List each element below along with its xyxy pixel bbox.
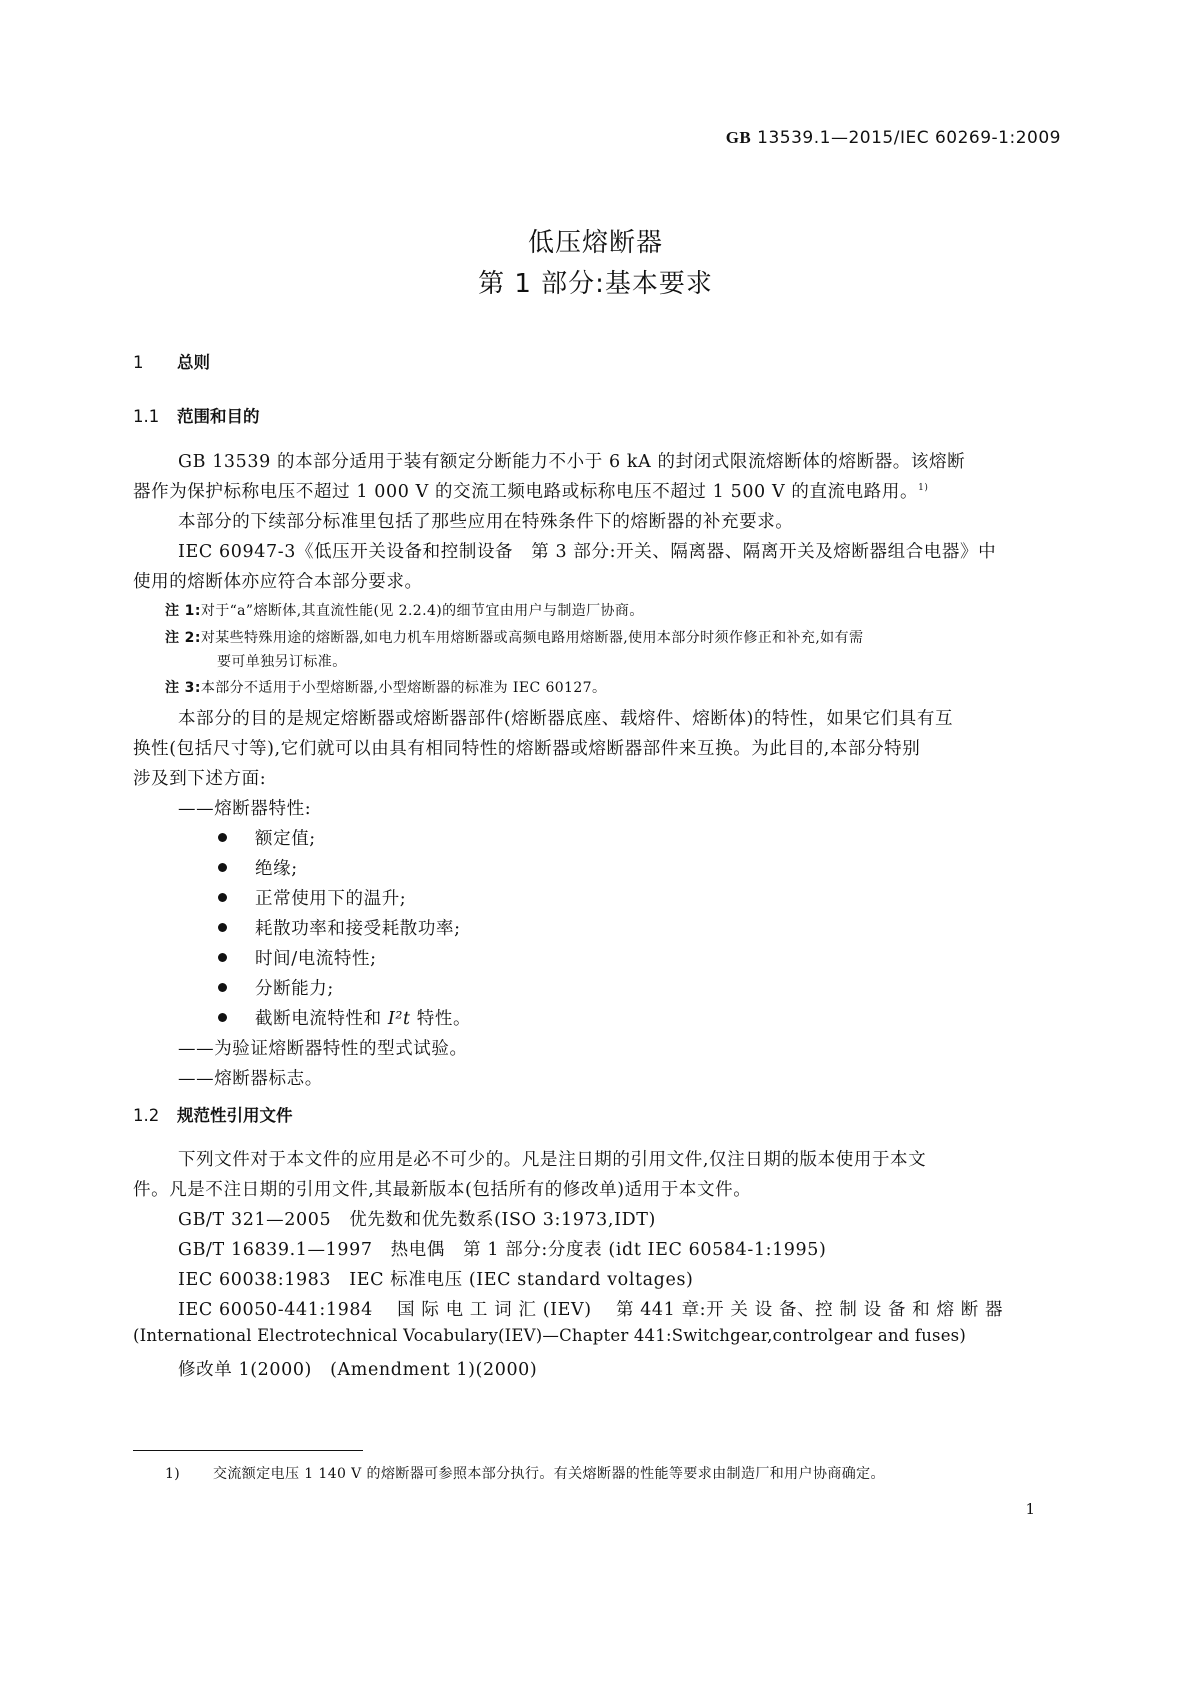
dash-item: ——熔断器特性:	[178, 799, 312, 819]
footnote-text: 交流额定电压 1 140 V 的熔断器可参照本部分执行。有关熔断器的性能等要求由制造厂和用户协商确定。	[213, 1466, 885, 1482]
bullet-icon	[218, 923, 227, 932]
section-title: 总则	[177, 353, 210, 372]
reference-item: GB/T 321—2005 优先数和优先数系(ISO 3:1973,IDT)	[178, 1210, 656, 1230]
note-label: 注 1:	[165, 603, 201, 619]
bullet-icon	[218, 893, 227, 902]
note-2	[165, 627, 863, 647]
section-title: 范围和目的	[177, 407, 260, 426]
note-2-continued: 要可单独另订标准。	[217, 654, 347, 670]
paragraph-line: 器作为保护标称电压不超过 1 000 V 的交流工频电路或标称电压不超过 1 500 V 的直流电路用。$^{1)}$	[133, 482, 929, 502]
dash-item: ——熔断器标志。	[178, 1069, 323, 1089]
note-label: 注 2:	[165, 630, 201, 646]
paragraph-line: 涉及到下述方面:	[133, 769, 267, 789]
bullet-icon	[218, 863, 227, 872]
footnote-mark: 1)	[165, 1466, 181, 1482]
note-text: 本部分不适用于小型熔断器,小型熔断器的标准为 IEC 60127。	[200, 680, 607, 696]
reference-item: IEC 60050-441:1984 国 际 电 工 词 汇 (IEV) 第 441 章:开 关 设 备、控 制 设 备 和 熔 断 器	[178, 1300, 1004, 1320]
section-1-heading	[133, 349, 210, 373]
bullet-item: 耗散功率和接受耗散功率;	[218, 915, 461, 940]
section-number: 1.2	[133, 1106, 160, 1125]
paragraph-line: 使用的熔断体亦应符合本部分要求。	[133, 572, 423, 592]
page-number: 1	[1025, 1500, 1035, 1518]
footnote-ref: 1)	[918, 483, 929, 494]
footnote	[165, 1463, 885, 1483]
note-text: 对于“a”熔断体,其直流性能(见 2.2.4)的细节宜由用户与制造厂协商。	[200, 603, 644, 619]
bullet-item: 额定值;	[218, 825, 316, 850]
reference-item: 修改单 1(2000) (Amendment 1)(2000)	[178, 1360, 538, 1380]
bullet-item: 绝缘;	[218, 855, 298, 880]
section-title: 规范性引用文件	[177, 1106, 293, 1125]
document-code	[726, 128, 1061, 148]
code-rest: 13539.1—2015/IEC 60269-1:2009	[751, 128, 1061, 148]
paragraph-line: 换性(包括尺寸等),它们就可以由具有相同特性的熔断器或熔断器部件来互换。为此目的,本部分特别	[133, 739, 921, 759]
section-1-2-heading	[133, 1102, 293, 1126]
note-3	[165, 677, 606, 697]
paragraph-line: 下列文件对于本文件的应用是必不可少的。凡是注日期的引用文件,仅注日期的版本使用于本文	[178, 1150, 927, 1170]
section-1-1-heading	[133, 403, 260, 427]
bullet-icon	[218, 953, 227, 962]
bullet-icon	[218, 983, 227, 992]
footnote-divider	[133, 1450, 363, 1451]
reference-item: IEC 60038:1983 IEC 标准电压 (IEC standard voltages)	[178, 1270, 694, 1290]
reference-item-continued: (International Electrotechnical Vocabulary(IEV)—Chapter 441:Switchgear,controlgear and fuses)	[133, 1326, 966, 1345]
code-prefix: GB	[725, 128, 752, 147]
bullet-item: 时间/电流特性;	[218, 945, 377, 970]
bullet-icon	[218, 833, 227, 842]
note-label: 注 3:	[165, 680, 201, 696]
reference-item: GB/T 16839.1—1997 热电偶 第 1 部分:分度表 (idt IEC 60584-1:1995)	[178, 1240, 827, 1260]
paragraph-line: 本部分的目的是规定熔断器或熔断器部件(熔断器底座、载熔件、熔断体)的特性，如果它们具有互	[178, 709, 954, 729]
math-i2t: I²t	[387, 1009, 411, 1029]
note-1	[165, 600, 644, 620]
title-line-1: 低压熔断器	[527, 228, 663, 258]
title-line-2: 第 1 部分:基本要求	[478, 269, 713, 299]
bullet-item: 正常使用下的温升;	[218, 885, 406, 910]
paragraph-line: 本部分的下续部分标准里包括了那些应用在特殊条件下的熔断器的补充要求。	[178, 512, 794, 532]
paragraph-line: GB 13539 的本部分适用于装有额定分断能力不小于 6 kA 的封闭式限流熔断体的熔断器。该熔断	[178, 452, 966, 472]
note-text: 对某些特殊用途的熔断器,如电力机车用熔断器或高频电路用熔断器,使用本部分时须作修正和补充,如有需	[200, 630, 864, 646]
dash-item: ——为验证熔断器特性的型式试验。	[178, 1039, 468, 1059]
bullet-icon	[218, 1013, 227, 1022]
bullet-item: 分断能力;	[218, 975, 334, 1000]
section-number: 1.1	[133, 407, 160, 426]
section-number: 1	[133, 353, 144, 372]
paragraph-line: 件。凡是不注日期的引用文件,其最新版本(包括所有的修改单)适用于本文件。	[133, 1180, 752, 1200]
bullet-item: 截断电流特性和 I²t 特性。	[218, 1005, 471, 1030]
paragraph-line: IEC 60947-3《低压开关设备和控制设备 第 3 部分:开关、隔离器、隔离开关及熔断器组合电器》中	[178, 542, 997, 562]
